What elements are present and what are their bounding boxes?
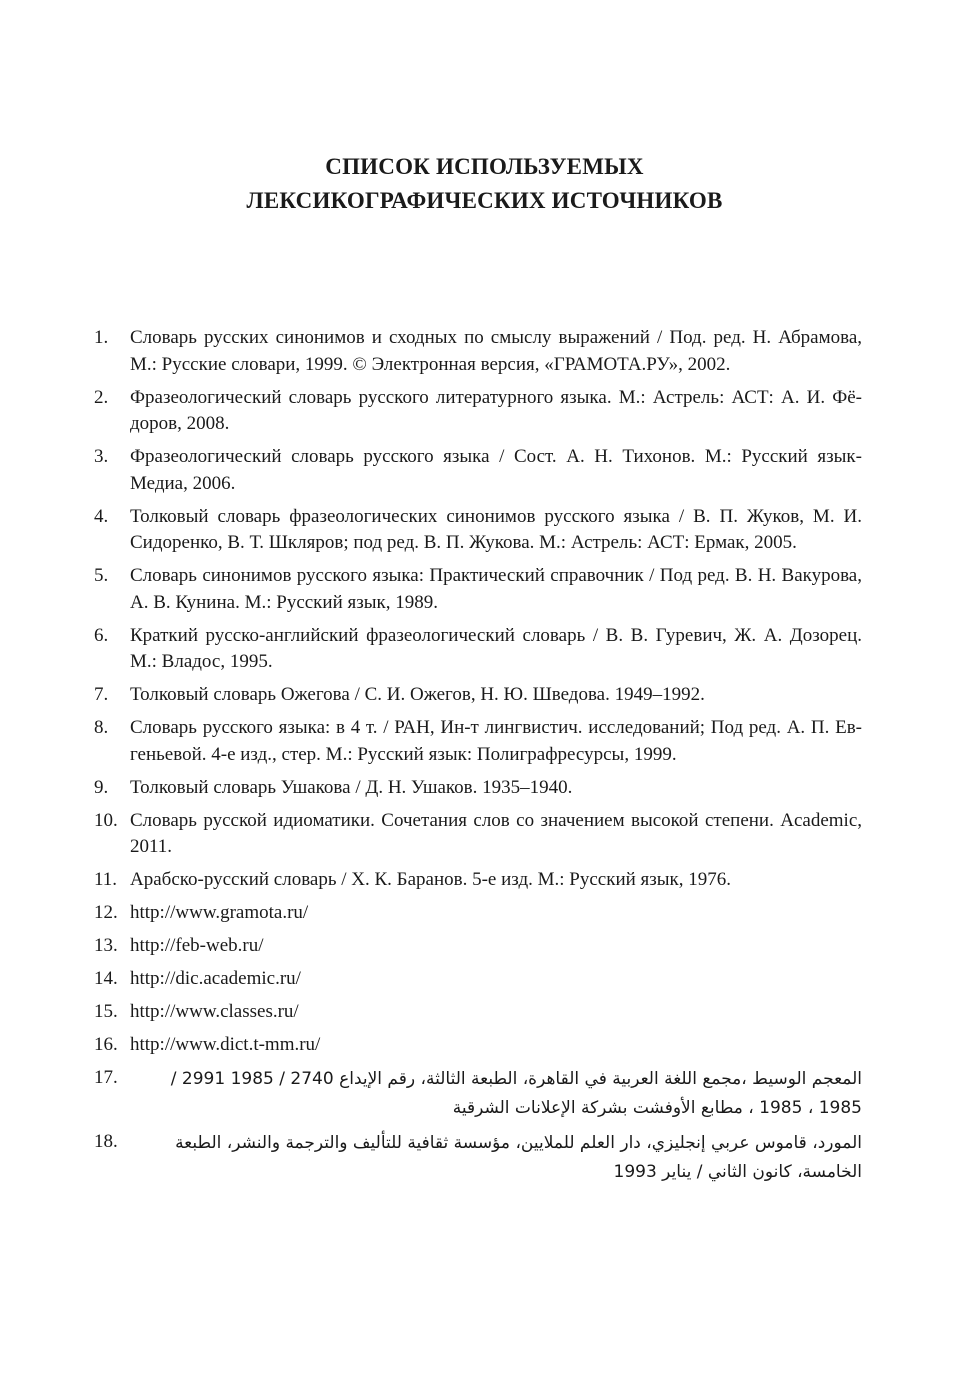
list-item xyxy=(94,385,862,438)
title-line-2: ЛЕКСИКОГРАФИЧЕСКИХ ИСТОЧНИКОВ xyxy=(246,188,723,213)
list-item xyxy=(94,504,862,557)
list-item-link xyxy=(94,966,862,993)
list-item xyxy=(94,808,862,861)
url-text: http://dic.academic.ru/ xyxy=(130,968,301,989)
list-item-arabic xyxy=(94,1129,862,1187)
sources-list xyxy=(94,325,862,1193)
title-line-1: СПИСОК ИСПОЛЬЗУЕМЫХ xyxy=(325,154,644,179)
list-item xyxy=(94,444,862,497)
page-title xyxy=(0,150,969,218)
item-number: 8. xyxy=(94,717,109,738)
list-item xyxy=(94,682,862,709)
url-text: http://www.dict.t-mm.ru/ xyxy=(130,1034,321,1055)
item-text: Толковый словарь Ожегова / С. И. Ожегов, Н. Ю. Шведова. 1949–1992. xyxy=(130,684,705,705)
item-number: 3. xyxy=(94,446,109,467)
item-number: 16. xyxy=(94,1034,118,1055)
arabic-text: المورد، قاموس عربي إنجليزي، دار العلم للملايين، مؤسسة ثقافية للتأليف والترجمة والنشر، الطبعة الخامسة، كانون الثاني / يناير 1993 xyxy=(175,1133,862,1182)
item-text: Толковый словарь Ушакова / Д. Н. Ушаков. 1935–1940. xyxy=(130,776,573,798)
list-item xyxy=(94,325,862,378)
list-item-link xyxy=(94,1032,862,1059)
item-number: 6. xyxy=(94,624,109,646)
item-text: Словарь русской идиоматики. Сочетания слов со значением высокой степени. Academic, 2011. xyxy=(130,809,862,857)
item-number: 11. xyxy=(94,869,118,890)
item-text: Арабско-русский словарь / Х. К. Баранов. 5-е изд. М.: Русский язык, 1976. xyxy=(130,869,732,890)
item-number: 14. xyxy=(94,968,118,989)
item-text: Словарь синонимов русского языка: Практический справочник / Под ред. В. Н. Вакурова, А. В. Кунина. М.: Русский язык, 1989. xyxy=(130,565,862,613)
item-number: 18. xyxy=(94,1131,118,1152)
list-item xyxy=(94,775,862,802)
list-item-link xyxy=(94,933,862,960)
item-text: Словарь русских синонимов и сходных по смыслу выражений / Под. ред. Н. Абрамова, М.: Русские словари, 1999. © Электронная версия, «ГРАМОТА.РУ», 2002. xyxy=(130,327,862,375)
list-item xyxy=(94,715,862,768)
item-number: 10. xyxy=(94,809,118,831)
item-text: Словарь русского языка: в 4 т. / РАН, Ин-т лингвистич. исследований; Под ред. А. П. Евгеньевой. 4-е изд., стер. М.: Русский язык: Полиграфресурсы, 1999. xyxy=(130,717,862,765)
url-text: http://www.gramota.ru/ xyxy=(130,902,309,923)
list-item-link xyxy=(94,999,862,1026)
item-number: 17. xyxy=(94,1067,118,1088)
item-text: Фразеологический словарь русского языка / Сост. А. Н. Тихонов. М.: Русский язык-Медиа, 2006. xyxy=(130,446,862,494)
list-item xyxy=(94,623,862,676)
item-number: 15. xyxy=(94,1001,118,1022)
list-item xyxy=(94,867,862,894)
item-number: 2. xyxy=(94,386,109,408)
list-item xyxy=(94,563,862,616)
item-text: Толковый словарь фразеологических синонимов русского языка / В. П. Жуков, М. И. Сидоренко, В. Т. Шкляров; под ред. В. П. Жукова. М.: Астрель: АСТ: Ермак, 2005. xyxy=(130,505,862,553)
item-text: Краткий русско-английский фразеологический словарь / В. В. Гуревич, Ж. А. Дозорец. М.: Владос, 1995. xyxy=(130,624,862,672)
item-number: 9. xyxy=(94,776,109,798)
item-text: Фразеологический словарь русского литературного языка. М.: Астрель: АСТ: А. И. Фёдоров, 2008. xyxy=(130,386,862,434)
list-item-arabic xyxy=(94,1065,862,1123)
item-number: 1. xyxy=(94,327,109,348)
url-text: http://feb-web.ru/ xyxy=(130,935,264,956)
item-number: 7. xyxy=(94,684,109,705)
url-text: http://www.classes.ru/ xyxy=(130,1001,299,1022)
item-number: 12. xyxy=(94,902,118,923)
list-item-link xyxy=(94,900,862,927)
item-number: 13. xyxy=(94,935,118,956)
arabic-text: المعجم الوسيط ،مجمع اللغة العربية في القاهرة، الطبعة الثالثة، رقم الإيداع 2740 / 1985 2991 / 1985 ، 1985 ، مطابع الأوفشت بشركة الإعلانات الشرقية xyxy=(170,1069,862,1118)
item-number: 5. xyxy=(94,565,109,586)
item-number: 4. xyxy=(94,505,109,527)
